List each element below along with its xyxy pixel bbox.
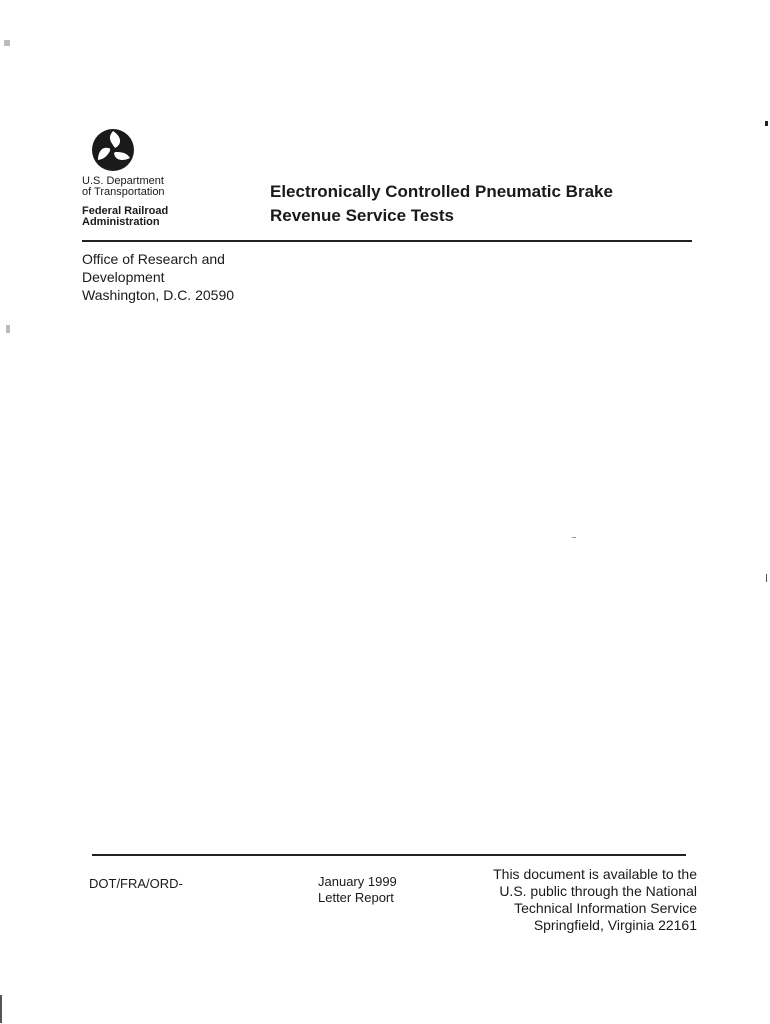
office-line-3: Washington, D.C. 20590 (82, 287, 235, 303)
availability-line-2: U.S. public through the National (499, 883, 697, 899)
scan-speck (766, 574, 767, 582)
administration-line-1: Federal Railroad (82, 205, 169, 217)
report-date: January 1999 (318, 874, 397, 889)
footer-divider (92, 854, 686, 856)
availability-line-3: Technical Information Service (514, 900, 697, 916)
scan-speck (4, 40, 10, 46)
report-number: DOT/FRA/ORD- (89, 876, 183, 891)
availability-line-4: Springfield, Virginia 22161 (533, 917, 697, 933)
report-date-block (318, 874, 397, 906)
report-type: Letter Report (318, 890, 394, 905)
department-line-2: of Transportation (82, 186, 165, 198)
report-title (270, 180, 613, 228)
office-line-2: Development (82, 269, 165, 285)
availability-statement (493, 866, 697, 934)
office-line-1: Office of Research and (82, 251, 225, 267)
scan-speck (6, 325, 10, 333)
office-address (82, 250, 234, 304)
scan-speck (765, 121, 768, 126)
availability-line-1: This document is available to the (493, 866, 697, 882)
department-line-1: U.S. Department (82, 175, 164, 187)
title-line-2: Revenue Service Tests (270, 206, 454, 225)
header-divider (82, 240, 692, 242)
scan-speck (0, 995, 2, 1023)
agency-block (82, 176, 168, 228)
dot-triskelion-icon (91, 128, 135, 172)
title-line-1: Electronically Controlled Pneumatic Brake (270, 182, 613, 201)
administration-line-2: Administration (82, 216, 160, 228)
scan-speck (572, 537, 576, 538)
